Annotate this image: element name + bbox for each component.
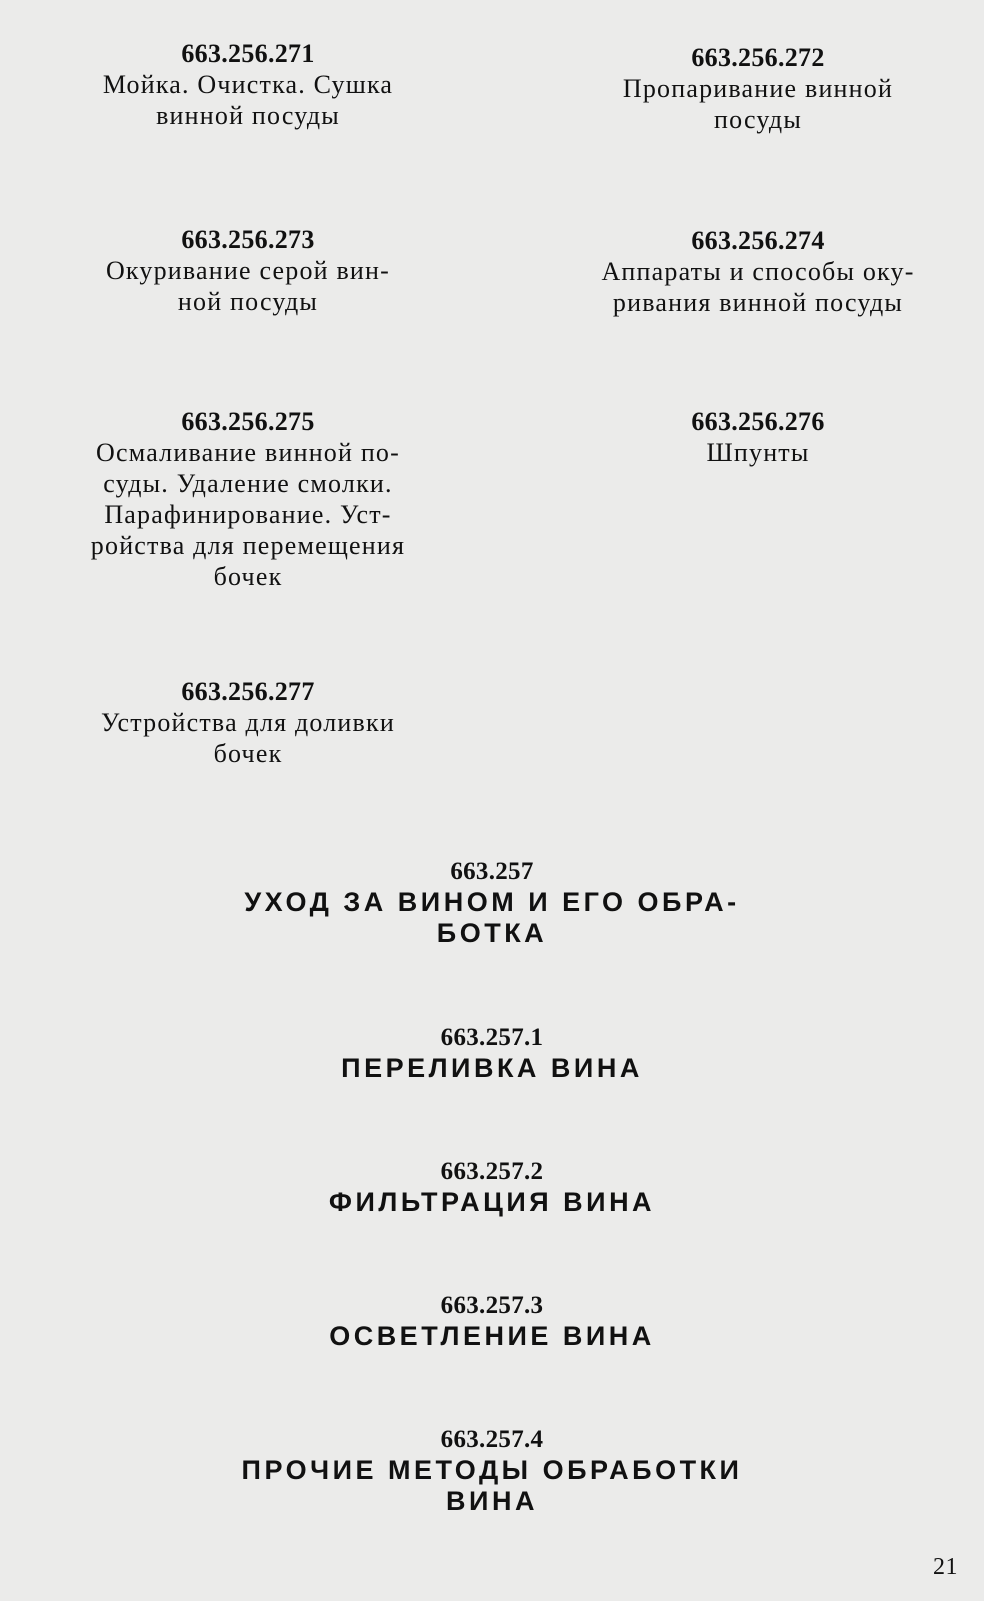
section-code: 663.257.4 [440, 1426, 544, 1453]
section-title-line: БОТКА [436, 918, 548, 948]
entry-description-line: винной посуды [156, 101, 340, 130]
entry-663-256-273 [50, 224, 446, 317]
section-663-257 [0, 856, 984, 949]
entry-663-256-271 [50, 38, 446, 131]
section-title-line: ОСВЕТЛЕНИЕ ВИНА [329, 1321, 655, 1351]
entry-code: 663.256.271 [181, 39, 315, 68]
section-663-257-1 [0, 1022, 984, 1084]
entry-description-line: Аппараты и способы оку- [601, 257, 915, 286]
entry-description-line: Осмаливание винной по- [96, 438, 400, 467]
entry-description-line: бочек [213, 739, 283, 768]
section-code: 663.257.2 [440, 1158, 544, 1185]
section-663-257-3 [0, 1290, 984, 1352]
entry-code: 663.256.272 [691, 43, 825, 72]
entry-663-256-272 [560, 42, 956, 135]
entry-code: 663.256.273 [181, 225, 315, 254]
entry-code: 663.256.274 [691, 226, 825, 255]
entry-description-line: Устройства для доливки [101, 708, 395, 737]
section-title-line: ВИНА [446, 1486, 538, 1516]
entry-663-256-275 [50, 406, 446, 592]
entry-description-line: Мойка. Очистка. Сушка [102, 70, 394, 99]
entry-code: 663.256.277 [181, 677, 315, 706]
section-code: 663.257.3 [440, 1292, 544, 1319]
entry-description-line: Шпунты [706, 438, 810, 467]
section-title-line: ПРОЧИЕ МЕТОДЫ ОБРАБОТКИ [241, 1455, 743, 1485]
entry-description-line: ройства для перемещения [90, 531, 406, 560]
entry-description-line: суды. Удаление смолки. [103, 469, 393, 498]
entry-description-line: посуды [713, 105, 803, 134]
section-title-line: ФИЛЬТРАЦИЯ ВИНА [328, 1187, 656, 1217]
entry-description-line: Пропаривание винной [622, 74, 894, 103]
entry-description-line: бочек [213, 562, 283, 591]
page-number: 21 [933, 1554, 958, 1580]
section-663-257-2 [0, 1156, 984, 1218]
section-663-257-4 [0, 1424, 984, 1517]
entry-description-line: Парафинирование. Уст- [104, 500, 392, 529]
entry-663-256-276 [560, 406, 956, 468]
entry-description-line: ной посуды [177, 287, 319, 316]
section-code: 663.257 [450, 858, 534, 885]
entry-663-256-274 [560, 225, 956, 318]
section-code: 663.257.1 [440, 1024, 544, 1051]
entry-code: 663.256.276 [691, 407, 825, 436]
section-title-line: ПЕРЕЛИВКА ВИНА [341, 1053, 643, 1083]
entry-code: 663.256.275 [181, 407, 315, 436]
entry-description-line: Окуривание серой вин- [105, 256, 391, 285]
section-title-line: УХОД ЗА ВИНОМ И ЕГО ОБРА- [244, 887, 740, 917]
entry-663-256-277 [50, 676, 446, 769]
entry-description-line: ривания винной посуды [612, 288, 904, 317]
